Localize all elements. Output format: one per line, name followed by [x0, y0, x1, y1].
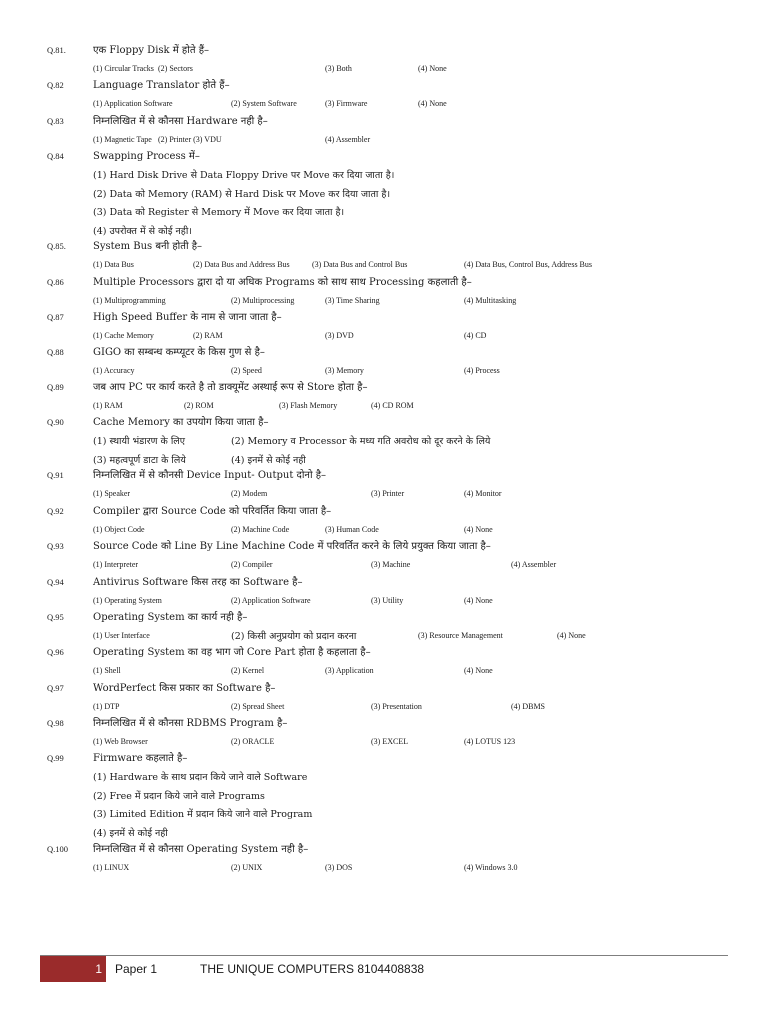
option-item: (3) Human Code — [325, 525, 379, 534]
option-item: (2) System Software — [231, 99, 297, 108]
question-number: Q.99 — [47, 753, 64, 763]
option-item: (1) Operating System — [93, 596, 162, 605]
question-text: GIGO का सम्बन्ध कम्प्यूटर के किस गुण से है– — [93, 347, 265, 358]
option-line: (4) उपरोक्त में से कोई नही। — [93, 225, 192, 237]
option-item: (2) Multiprocessing — [231, 296, 295, 305]
question-number: Q.92 — [47, 506, 64, 516]
option-item: (1) Magnetic Tape — [93, 135, 152, 144]
option-item: (4) None — [557, 631, 586, 640]
question-number: Q.93 — [47, 541, 64, 551]
option-item: (4) None — [464, 666, 493, 675]
option-item: (2) Speed — [231, 366, 262, 375]
question-text: निम्नलिखित में से कौनसा RDBMS Program है– — [93, 718, 288, 729]
question-number: Q.84 — [47, 151, 64, 161]
option-line: (4) इनमें से कोई नही — [93, 827, 168, 839]
question-number: Q.95 — [47, 612, 64, 622]
option-item: (3) Data Bus and Control Bus — [312, 260, 408, 269]
question-number: Q.96 — [47, 647, 64, 657]
option-item: (3) Printer — [371, 489, 405, 498]
question-text: High Speed Buffer के नाम से जाना जाता है– — [93, 312, 282, 323]
option-item: (4) Monitor — [464, 489, 502, 498]
option-item: (3) महत्वपूर्ण डाटा के लिये — [93, 454, 186, 466]
question-text: Operating System का वह भाग जो Core Part होता है कहलाता है– — [93, 647, 371, 658]
option-item: (2) Spread Sheet — [231, 702, 285, 711]
footer-rule — [40, 955, 728, 956]
option-item: (3) Utility — [371, 596, 404, 605]
option-item: (4) None — [418, 99, 447, 108]
question-number: Q.82 — [47, 80, 64, 90]
option-item: (1) Object Code — [93, 525, 145, 534]
question-text: एक Floppy Disk में होते हैं– — [93, 45, 210, 56]
option-item: (4) DBMS — [511, 702, 546, 711]
option-item: (4) CD — [464, 331, 487, 340]
footer-page-number: 1 — [95, 962, 102, 976]
option-item: (2) किसी अनुप्रयोग को प्रदान करना — [231, 631, 357, 642]
question-text: Source Code को Line By Line Machine Code में परिवर्तित करने के लिये प्रयुक्त किया जाता है– — [93, 541, 491, 552]
question-text: निम्नलिखित में से कौनसा Hardware नही है– — [93, 116, 268, 127]
option-item: (2) Application Software — [231, 596, 311, 605]
option-line: (2) Free में प्रदान किये जाने वाले Programs — [93, 790, 265, 802]
option-item: (4) None — [464, 596, 493, 605]
option-item: (2) Kernel — [231, 666, 265, 675]
option-item: (3) DVD — [325, 331, 354, 340]
option-item: (3) Firmware — [325, 99, 368, 108]
question-number: Q.83 — [47, 116, 64, 126]
question-number: Q.87 — [47, 312, 64, 322]
option-item: (2) Machine Code — [231, 525, 290, 534]
option-line: (1) Hard Disk Drive से Data Floppy Drive पर Move कर दिया जाता है। — [93, 170, 395, 181]
option-line: (1) Hardware के साथ प्रदान किये जाने वाले Software — [93, 772, 308, 783]
option-item: (3) Memory — [325, 366, 364, 375]
footer-company: THE UNIQUE COMPUTERS 8104408838 — [200, 962, 425, 976]
option-item: (4) Assembler — [325, 135, 371, 144]
option-item: (1) स्थायी भंडारण के लिए — [93, 436, 185, 447]
option-item: (1) Multiprogramming — [93, 296, 166, 305]
option-item: (3) Presentation — [371, 702, 422, 711]
question-number: Q.94 — [47, 577, 64, 587]
option-item: (3) EXCEL — [371, 737, 409, 746]
question-text: Operating System का कार्य नही है– — [93, 612, 248, 623]
option-line: (2) Data को Memory (RAM) से Hard Disk पर Move कर दिया जाता है। — [93, 188, 391, 200]
question-number: Q.88 — [47, 347, 64, 357]
option-item: (4) LOTUS 123 — [464, 737, 516, 746]
option-item: (4) None — [464, 525, 493, 534]
option-item: (2) Sectors — [158, 64, 193, 73]
question-text: जब आप PC पर कार्य करते है तो डाक्यूमेंट अस्थाई रूप से Store होता है– — [93, 382, 368, 393]
option-item: (2) ROM — [184, 401, 214, 410]
question-text: Firmware कहलाते है– — [93, 753, 188, 764]
option-item: (4) Windows 3.0 — [464, 863, 518, 872]
question-number: Q.100 — [47, 844, 69, 854]
question-text: Compiler द्वारा Source Code को परिवर्तित किया जाता है– — [93, 506, 332, 517]
option-item: (1) Circular Tracks — [93, 64, 154, 73]
question-text: Antivirus Software किस तरह का Software है– — [93, 577, 303, 588]
option-item: (4) Process — [464, 366, 500, 375]
option-item: (2) ORACLE — [231, 737, 275, 746]
option-item: (3) Time Sharing — [325, 296, 380, 305]
option-item: (2) RAM — [193, 331, 223, 340]
question-number: Q.81. — [47, 45, 66, 55]
question-number: Q.91 — [47, 470, 64, 480]
question-text: Swapping Process में– — [93, 151, 200, 162]
option-item: (2) Compiler — [231, 560, 273, 569]
option-item: (1) Web Browser — [93, 737, 148, 746]
question-number: Q.85. — [47, 241, 66, 251]
option-item: (1) Cache Memory — [93, 331, 154, 340]
option-item: (4) CD ROM — [371, 401, 414, 410]
question-text: System Bus बनी होती है– — [93, 241, 203, 252]
option-item: (3) Machine — [371, 560, 411, 569]
option-item: (1) Data Bus — [93, 260, 134, 269]
question-text: Language Translator होते हैं– — [93, 80, 230, 91]
option-item: (2) UNIX — [231, 863, 263, 872]
option-item: (2) Modem — [231, 489, 268, 498]
option-item: (4) Multitasking — [464, 296, 517, 305]
option-item: (1) Accuracy — [93, 366, 135, 375]
footer-paper-label: Paper 1 — [115, 962, 158, 976]
option-item: (2) Data Bus and Address Bus — [193, 260, 290, 269]
option-item: (3) Both — [325, 64, 352, 73]
option-item: (2) Printer (3) VDU — [158, 135, 222, 144]
option-item: (1) Speaker — [93, 489, 131, 498]
option-item: (3) Application — [325, 666, 374, 675]
option-item: (1) RAM — [93, 401, 123, 410]
option-line: (3) Limited Edition में प्रदान किये जाने वाले Program — [93, 809, 313, 820]
question-number: Q.97 — [47, 683, 64, 693]
question-number: Q.90 — [47, 417, 64, 427]
question-number: Q.86 — [47, 277, 64, 287]
question-text: निम्नलिखित में से कौनसी Device Input- Output दोनो है– — [93, 470, 327, 481]
option-item: (4) Data Bus, Control Bus, Address Bus — [464, 260, 592, 269]
option-item: (4) None — [418, 64, 447, 73]
option-item: (1) Application Software — [93, 99, 173, 108]
option-item: (4) इनमें से कोई नही — [231, 454, 306, 466]
question-text: निम्नलिखित में से कौनसा Operating System नही है– — [93, 844, 309, 855]
option-item: (4) Assembler — [511, 560, 557, 569]
option-item: (1) Interpreter — [93, 560, 139, 569]
option-item: (3) Flash Memory — [279, 401, 338, 410]
question-text: WordPerfect किस प्रकार का Software है– — [93, 683, 276, 694]
option-item: (1) LINUX — [93, 863, 130, 872]
question-number: Q.89 — [47, 382, 64, 392]
question-number: Q.98 — [47, 718, 64, 728]
option-item: (3) DOS — [325, 863, 353, 872]
option-item: (1) Shell — [93, 666, 121, 675]
option-item: (1) DTP — [93, 702, 120, 711]
option-line: (3) Data को Register से Memory में Move कर दिया जाता है। — [93, 207, 345, 218]
option-item: (2) Memory व Processor के मध्य गति अवरोध को दूर करने के लिये — [231, 436, 491, 447]
question-text: Multiple Processors द्वारा दो या अधिक Programs को साथ साथ Processing कहलाती है– — [93, 277, 472, 288]
question-text: Cache Memory का उपयोग किया जाता है– — [93, 417, 269, 428]
option-item: (1) User Interface — [93, 631, 150, 640]
option-item: (3) Resource Management — [418, 631, 503, 640]
